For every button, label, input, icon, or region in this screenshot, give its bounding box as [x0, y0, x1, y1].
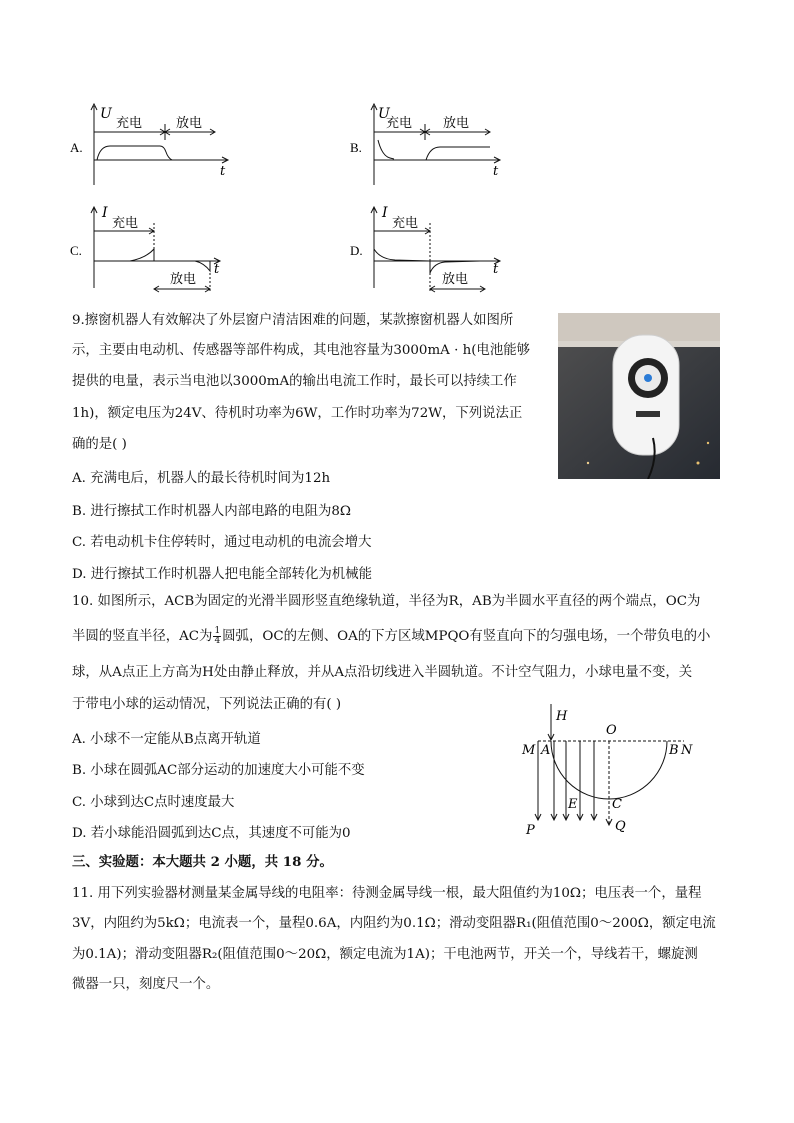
q10-option-d[interactable]: D. 若小球能沿圆弧到达C点，其速度不可能为0 [72, 826, 351, 841]
svg-text:B: B [669, 743, 679, 758]
q11-line-4: 微器一只，刻度尺一个。 [72, 977, 220, 992]
svg-text:I: I [102, 205, 108, 221]
section-heading-experiments: 三、实验题：本大题共 2 小题，共 18 分。 [72, 854, 333, 870]
svg-text:放电: 放电 [443, 116, 470, 131]
graph-option-b [350, 100, 530, 194]
svg-text:t: t [220, 164, 226, 179]
q10-line-1: 10. 如图所示，ACB为固定的光滑半圆形竖直绝缘轨道，半径为R，AB为半圆水平直径的两个端点，OC为 [72, 594, 701, 609]
q9-line-1: 9.擦窗机器人有效解决了外层窗户清洁困难的问题，某款擦窗机器人如图所 [72, 313, 514, 328]
svg-text:U: U [378, 106, 390, 122]
q9-option-d[interactable]: D. 进行擦拭工作时机器人把电能全部转化为机械能 [72, 567, 372, 582]
svg-text:t: t [214, 262, 220, 277]
q9-line-4: 1h)，额定电压为24V、待机时功率为6W，工作时功率为72W，下列说法正 [72, 406, 523, 421]
q9-line-2: 示，主要由电动机、传感器等部件构成，其电池容量为3000mA · h(电池能够 [72, 343, 530, 358]
svg-text:P: P [526, 823, 535, 838]
q11-line-1: 11. 用下列实验器材测量某金属导线的电阻率：待测金属导线一根，最大阻值约为10Ω；电压表一个，量程 [72, 886, 702, 901]
svg-text:E: E [568, 797, 578, 812]
q11-line-2: 3V，内阻约为5kΩ；电流表一个，量程0.6A，内阻约为0.1Ω；滑动变阻器R₁(阻值范围0～200Ω，额定电流 [72, 916, 716, 931]
q9-line-5: 确的是( ) [72, 437, 127, 452]
q10-line-4: 于带电小球的运动情况，下列说法正确的有( ) [72, 697, 342, 712]
graph-option-a [70, 100, 250, 194]
svg-text:Q: Q [615, 819, 626, 834]
fraction-one-quarter: $\frac{1}{4}$ [214, 626, 221, 646]
svg-text:t: t [493, 262, 499, 277]
svg-text:O: O [606, 723, 617, 738]
graph-option-c [70, 203, 250, 302]
svg-text:放电: 放电 [170, 272, 197, 287]
svg-text:充电: 充电 [116, 116, 143, 131]
svg-text:C.: C. [70, 243, 82, 258]
svg-text:放电: 放电 [176, 116, 203, 131]
q10-option-b[interactable]: B. 小球在圆弧AC部分运动的加速度大小可能不变 [72, 763, 365, 778]
graph-option-d [350, 203, 530, 302]
q9-option-c[interactable]: C. 若电动机卡住停转时，通过电动机的电流会增大 [72, 535, 372, 550]
q9-option-b[interactable]: B. 进行擦拭工作时机器人内部电路的电阻为8Ω [72, 504, 352, 519]
q10-option-c[interactable]: C. 小球到达C点时速度最大 [72, 795, 235, 810]
svg-text:I: I [382, 205, 388, 221]
svg-text:充电: 充电 [392, 216, 419, 231]
q9-line-3: 提供的电量，表示当电池以3000mA的输出电流工作时，最长可以持续工作 [72, 374, 517, 389]
svg-text:N: N [681, 743, 693, 758]
semicircle-track-diagram [516, 700, 706, 844]
svg-text:充电: 充电 [112, 216, 139, 231]
q10-line-3: 球，从A点正上方高为H处由静止释放，并从A点沿切线进入半圆轨道。不计空气阻力，小球电量不变，关 [72, 665, 693, 680]
svg-text:C: C [612, 797, 622, 812]
svg-text:H: H [556, 709, 568, 724]
svg-text:D.: D. [350, 243, 363, 258]
option-letter: A. [70, 140, 83, 155]
svg-text:充电: 充电 [386, 116, 413, 131]
q10-line-2: 半圆的竖直半径，AC为 $\frac{1}{4}$ 圆弧，OC的左侧、OA的下方区域MPQO有竖直向下的匀强电场，一个带负电的小 [72, 626, 711, 646]
svg-text:t: t [493, 164, 499, 179]
svg-text:放电: 放电 [442, 272, 469, 287]
window-robot-photo [558, 313, 720, 479]
q11-line-3: 为0.1A)；滑动变阻器R₂(阻值范围0～20Ω，额定电流为1A)；干电池两节，开关一个，导线若干，螺旋测 [72, 947, 698, 962]
q9-option-a[interactable]: A. 充满电后，机器人的最长待机时间为12h [72, 471, 331, 486]
svg-text:B.: B. [350, 140, 362, 155]
svg-text:U: U [100, 106, 112, 122]
svg-text:M: M [522, 743, 536, 758]
q10-option-a[interactable]: A. 小球不一定能从B点离开轨道 [72, 732, 261, 747]
svg-text:A: A [541, 743, 551, 758]
